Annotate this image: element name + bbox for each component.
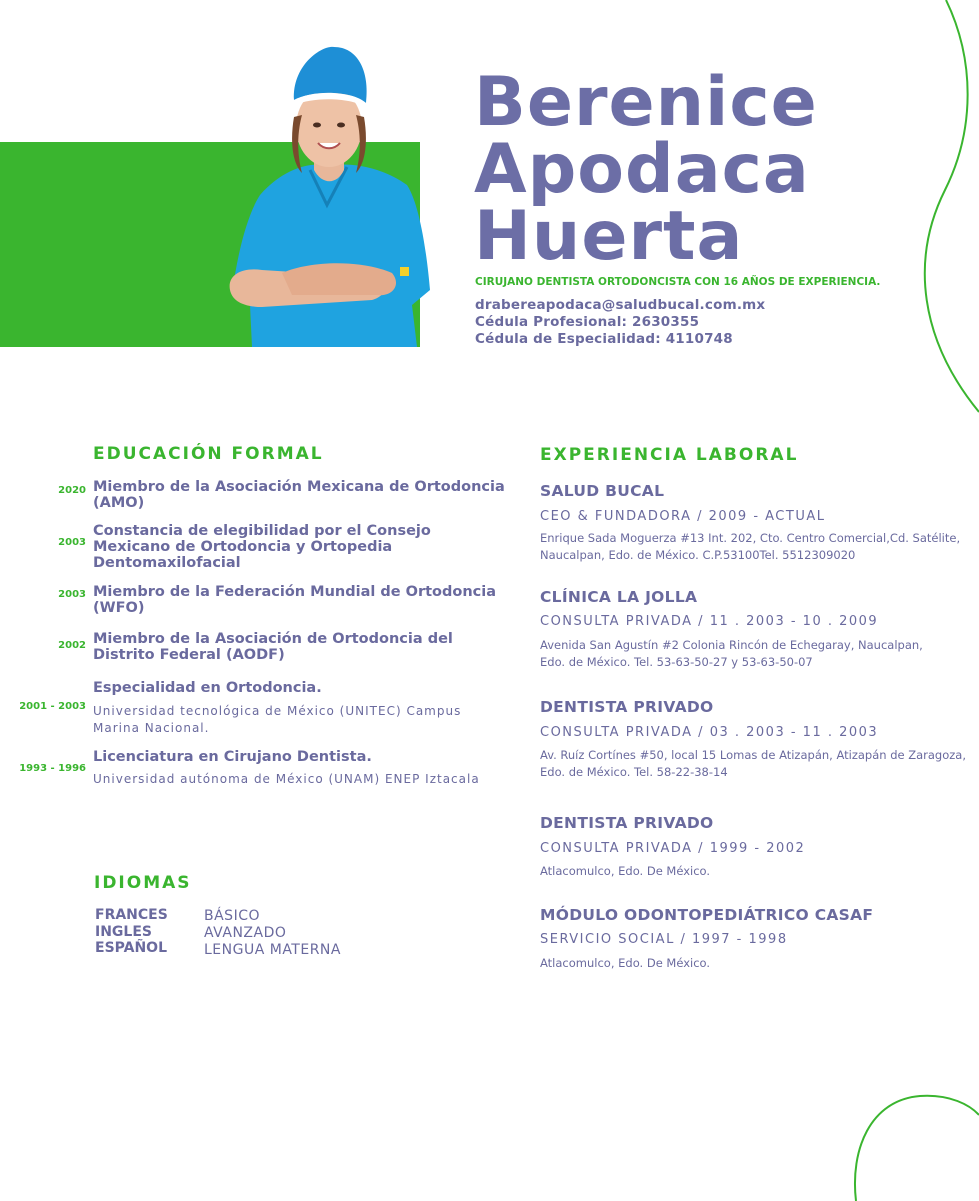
education-year: 2003 bbox=[58, 537, 86, 548]
education-item-detail: Universidad autónoma de México (UNAM) ENEP Iztacala bbox=[93, 772, 480, 786]
experience-title: EXPERIENCIA LABORAL bbox=[540, 445, 799, 465]
job-company: MÓDULO ODONTOPEDIÁTRICO CASAF bbox=[540, 906, 874, 924]
education-item-title: Licenciatura en Cirujano Dentista. bbox=[93, 749, 372, 765]
education-year: 2002 bbox=[58, 640, 86, 651]
job-company: CLÍNICA LA JOLLA bbox=[540, 588, 698, 606]
job-role: SERVICIO SOCIAL / 1997 - 1998 bbox=[540, 932, 788, 947]
language-name: INGLES bbox=[95, 924, 152, 940]
education-year: 2020 bbox=[58, 485, 86, 496]
education-item-detail: Universidad tecnológica de México (UNITEC) Campus Marina Nacional. bbox=[93, 704, 462, 735]
education-item-title: Miembro de la Asociación Mexicana de Ortodoncia (AMO) bbox=[93, 479, 505, 511]
job-address: Atlacomulco, Edo. De México. bbox=[540, 956, 711, 970]
education-title: EDUCACIÓN FORMAL bbox=[93, 444, 324, 464]
name-middle: Apodaca bbox=[474, 130, 810, 209]
job-address: Enrique Sada Moguerza #13 Int. 202, Cto. Centro Comercial,Cd. Satélite, Naucalpan, Edo. de México. C.P.53100Tel. 5512309020 bbox=[540, 531, 961, 562]
cedula-profesional: Cédula Profesional: 2630355 bbox=[475, 314, 700, 330]
job-role: CEO & FUNDADORA / 2009 - ACTUAL bbox=[540, 509, 826, 524]
education-item-title: Miembro de la Federación Mundial de Ortodoncia (WFO) bbox=[93, 584, 497, 616]
language-level: LENGUA MATERNA bbox=[204, 942, 341, 958]
job-address: Avenida San Agustín #2 Colonia Rincón de Echegaray, Naucalpan, Edo. de México. Tel. 53-63-50-27 y 53-63-50-07 bbox=[540, 638, 923, 669]
job-role: CONSULTA PRIVADA / 11 . 2003 - 10 . 2009 bbox=[540, 614, 879, 629]
education-year: 2001 - 2003 bbox=[19, 701, 86, 712]
job-company: DENTISTA PRIVADO bbox=[540, 698, 714, 716]
language-name: ESPAÑOL bbox=[95, 940, 167, 956]
job-address: Atlacomulco, Edo. De México. bbox=[540, 864, 711, 878]
language-level: BÁSICO bbox=[204, 908, 260, 924]
languages-title: IDIOMAS bbox=[94, 873, 192, 893]
cedula-especialidad: Cédula de Especialidad: 4110748 bbox=[475, 331, 733, 347]
job-role: CONSULTA PRIVADA / 03 . 2003 - 11 . 2003 bbox=[540, 725, 879, 740]
name-last: Huerta bbox=[474, 197, 744, 276]
name-first: Berenice bbox=[474, 63, 818, 142]
tagline: CIRUJANO DENTISTA ORTODONCISTA CON 16 AÑOS DE EXPERIENCIA. bbox=[475, 276, 881, 288]
education-item-title: Especialidad en Ortodoncia. bbox=[93, 680, 322, 696]
education-item-title: Constancia de elegibilidad por el Consejo Mexicano de Ortodoncia y Ortopedia Dentomaxilofacial bbox=[93, 523, 431, 571]
language-level: AVANZADO bbox=[204, 925, 287, 941]
job-company: DENTISTA PRIVADO bbox=[540, 814, 714, 832]
job-address: Av. Ruíz Cortínes #50, local 15 Lomas de Atizapán, Atizapán de Zaragoza, Edo. de México. Tel. 58-22-38-14 bbox=[540, 748, 967, 779]
email-link[interactable]: drabereapodaca@saludbucal.com.mx bbox=[475, 297, 766, 313]
education-year: 1993 - 1996 bbox=[19, 763, 86, 774]
education-year: 2003 bbox=[58, 589, 86, 600]
job-company: SALUD BUCAL bbox=[540, 482, 665, 500]
education-item-title: Miembro de la Asociación de Ortodoncia del Distrito Federal (AODF) bbox=[93, 631, 453, 663]
job-role: CONSULTA PRIVADA / 1999 - 2002 bbox=[540, 841, 806, 856]
portrait-photo bbox=[222, 45, 432, 347]
language-name: FRANCES bbox=[95, 907, 168, 923]
